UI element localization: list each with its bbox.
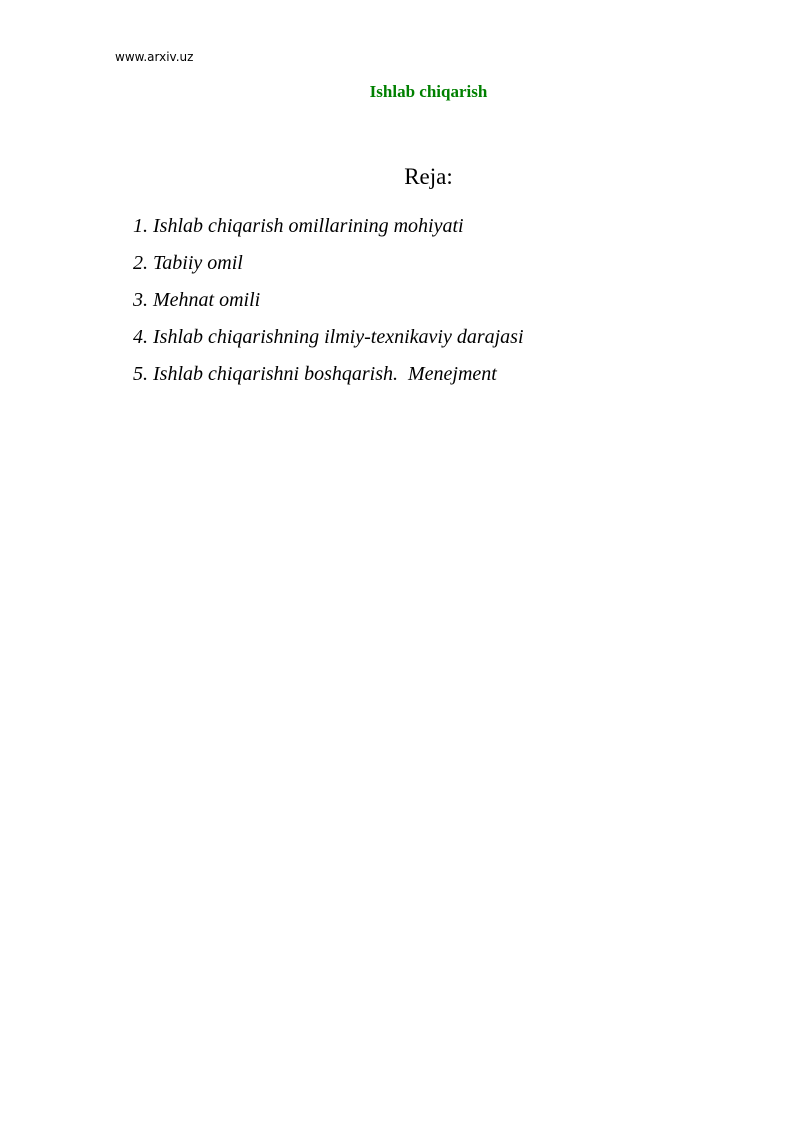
plan-heading: Reja: <box>404 164 453 189</box>
plan-list <box>133 208 524 393</box>
plan-item: 3. Mehnat omili <box>133 289 261 311</box>
plan-item: 2. Tabiiy omil <box>133 252 243 274</box>
plan-item: 4. Ishlab chiqarishning ilmiy-texnikaviy darajasi <box>133 326 524 348</box>
plan-item: 5. Ishlab chiqarishni boshqarish. Menejment <box>133 363 497 385</box>
header-url: www.arxiv.uz <box>115 50 194 64</box>
plan-item: 1. Ishlab chiqarish omillarining mohiyati <box>133 215 464 237</box>
document-title: Ishlab chiqarish <box>369 82 488 101</box>
